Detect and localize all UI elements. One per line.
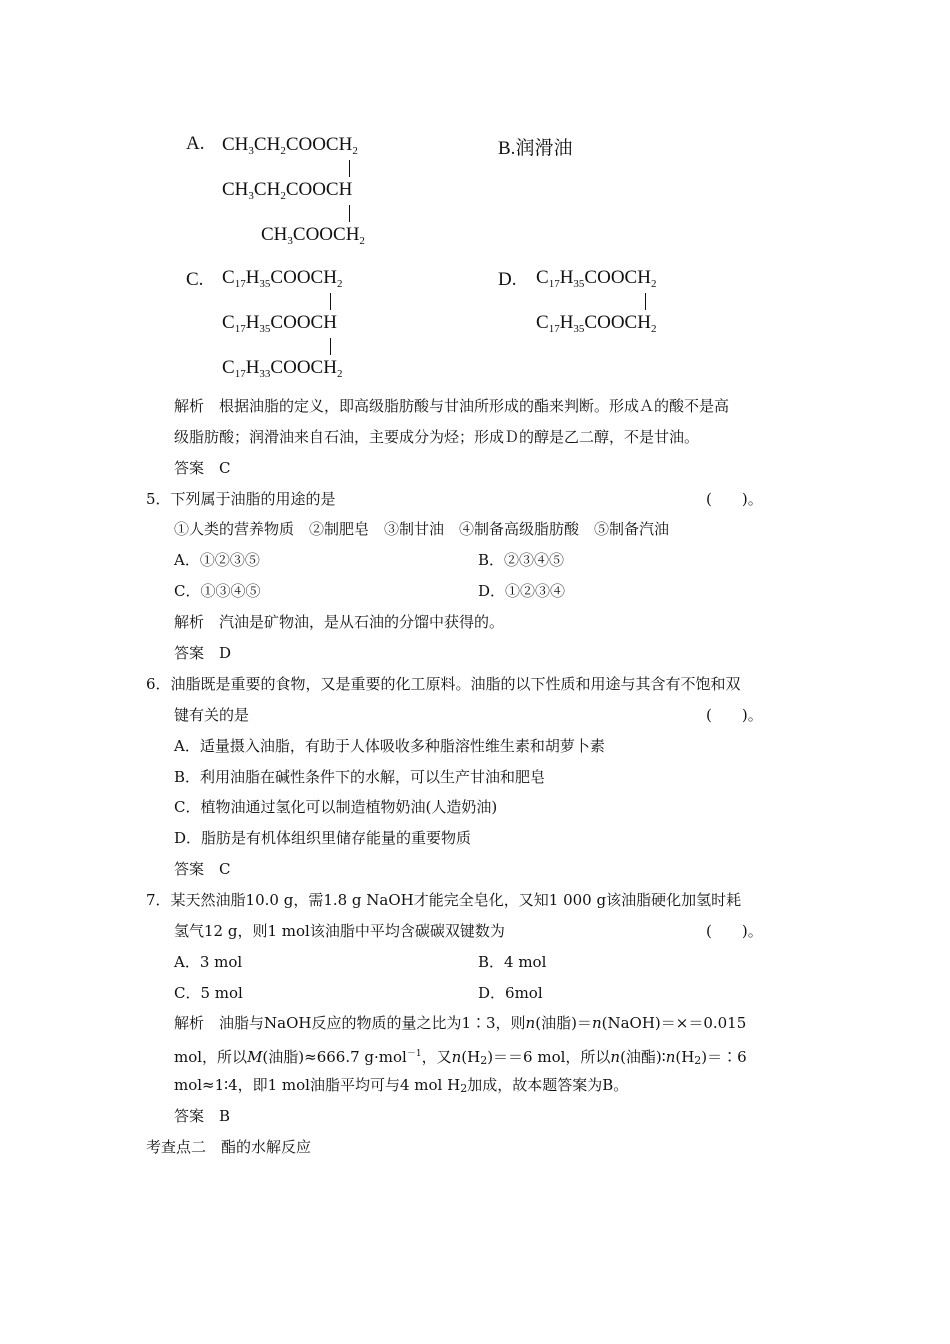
q7-stem-line1: 7．某天然油脂10.0 g，需1.8 g NaOH才能完全皂化，又知1 000 g该油脂硬化加氢时耗 [146, 891, 742, 909]
q5-bracket: ( )。 [706, 490, 763, 508]
q6-stem-line1: 6．油脂既是重要的食物，又是重要的化工原料。油脂的以下性质和用途与其含有不饱和双 [146, 675, 741, 693]
option-c-label: C. [186, 269, 204, 290]
q4-analysis-line2: 级脂肪酸；润滑油来自石油，主要成分为烃；形成Ｄ的醇是乙二醇，不是甘油。 [174, 428, 700, 446]
q5-option-d: D．①②③④ [478, 582, 566, 600]
option-b [498, 133, 572, 160]
q5-answer: 答案 D [174, 644, 232, 662]
bond-a-2 [349, 205, 350, 222]
option-b-text: 润滑油 [515, 138, 573, 159]
q6-option-d: D．脂肪是有机体组织里储存能量的重要物质 [174, 829, 472, 847]
q5-stem: 5．下列属于油脂的用途的是 [146, 490, 336, 508]
option-d-label: D. [498, 269, 517, 290]
formula-c-row3: $C_{17}H_{33}COOCH_2$ [222, 357, 343, 380]
q7-option-c: C．5 mol [174, 984, 243, 1002]
formula-c-row1: $C_{17}H_{35}COOCH_2$ [222, 267, 343, 290]
q4-answer: 答案 C [174, 459, 231, 477]
formula-a-row2: $CH_3CH_2COOCH$ [222, 179, 353, 202]
q7-stem-line2: 氢气12 g，则1 mol该油脂中平均含碳碳双键数为 [174, 922, 505, 940]
q7-analysis-line1: 解析 油脂与NaOH反应的物质的量之比为1∶3，则n(油脂)＝n(NaOH)＝×＝0.015 [174, 1014, 747, 1032]
q7-analysis-line2: mol，所以M(油脂)≈666.7 g·mol$^{-1}$，又n(H2)＝＝6 mol，所以n(油酯)∶n(H2)＝∶6 [174, 1048, 747, 1067]
q5-option-b: B．②③④⑤ [478, 551, 565, 569]
q7-option-b: B．4 mol [478, 953, 547, 971]
bond-c-1 [330, 293, 331, 310]
formula-c-row2: $C_{17}H_{35}COOCH$ [222, 312, 337, 335]
formula-a-row1: $CH_3CH_2COOCH_2$ [222, 134, 358, 157]
q6-answer: 答案 C [174, 860, 231, 878]
q7-option-a: A．3 mol [174, 953, 243, 971]
q6-option-c: C．植物油通过氢化可以制造植物奶油(人造奶油) [174, 798, 498, 816]
q7-analysis-line3: mol≈1∶4，即1 mol油脂平均可与4 mol H2加成，故本题答案为B。 [174, 1076, 629, 1095]
q4-analysis-line1: 解析 根据油脂的定义，即高级脂肪酸与甘油所形成的酯来判断。形成Ａ的酸不是高 [174, 397, 730, 415]
q7-option-d: D．6mol [478, 984, 543, 1002]
q7-answer: 答案 B [174, 1107, 231, 1125]
q6-stem-line2: 键有关的是 [174, 706, 250, 724]
section-heading: 考查点二 酯的水解反应 [146, 1138, 312, 1156]
option-a-label: A. [186, 133, 205, 154]
bond-d-1 [645, 293, 646, 310]
bond-c-2 [330, 338, 331, 355]
q7-bracket: ( )。 [706, 922, 763, 940]
bond-a-1 [349, 160, 350, 177]
q6-option-b: B．利用油脂在碱性条件下的水解，可以生产甘油和肥皂 [174, 768, 546, 786]
formula-d-row2: $C_{17}H_{35}COOCH_2$ [536, 312, 657, 335]
q6-bracket: ( )。 [706, 706, 763, 724]
formula-a-row3: $CH_3COOCH_2$ [261, 224, 365, 247]
q6-option-a: A．适量摄入油脂，有助于人体吸收多种脂溶性维生素和胡萝卜素 [174, 737, 605, 755]
q5-items: ①人类的营养物质 ②制肥皂 ③制甘油 ④制备高级脂肪酸 ⑤制备汽油 [174, 520, 670, 538]
option-b-label: B. [498, 138, 516, 159]
q5-option-a: A．①②③⑤ [174, 551, 260, 569]
q5-analysis: 解析 汽油是矿物油，是从石油的分馏中获得的。 [174, 613, 505, 631]
formula-d-row1: $C_{17}H_{35}COOCH_2$ [536, 267, 657, 290]
q5-option-c: C．①③④⑤ [174, 582, 261, 600]
